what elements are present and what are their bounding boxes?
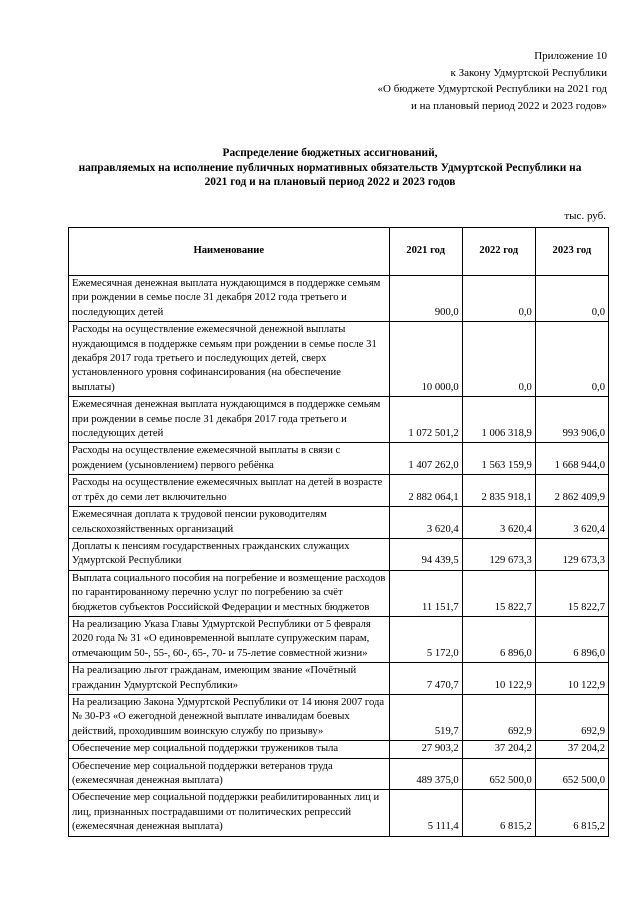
- row-value-2022: 6 896,0: [462, 616, 535, 662]
- row-name: На реализацию Указа Главы Удмуртской Республики от 5 февраля 2020 года № 31 «О единовременной выплате супружеским парам, отмечающим 50-, 55-, 60-, 65-, 70- и 75-летие совместной жизни»: [69, 616, 390, 662]
- row-value-2021: 11 151,7: [389, 570, 462, 616]
- row-value-2022: 692,9: [462, 694, 535, 740]
- row-value-2023: 37 204,2: [535, 741, 608, 758]
- row-name: Выплата социального пособия на погребение и возмещение расходов по гарантированному перечню услуг по погребению за счёт бюджетов субъектов Российской Федерации и местных бюджетов: [69, 570, 390, 616]
- appendix-header: [378, 48, 607, 114]
- header-name: Наименование: [69, 228, 390, 276]
- table-row: [69, 758, 609, 790]
- row-value-2022: 37 204,2: [462, 741, 535, 758]
- header-2023: 2023 год: [535, 228, 608, 276]
- row-value-2021: 5 172,0: [389, 616, 462, 662]
- table-row: [69, 397, 609, 443]
- row-value-2022: 1 563 159,9: [462, 443, 535, 475]
- table-row: [69, 741, 609, 758]
- row-value-2022: 2 835 918,1: [462, 475, 535, 507]
- table-row: [69, 443, 609, 475]
- table-row: [69, 538, 609, 570]
- row-name: Расходы на осуществление ежемесячной денежной выплаты нуждающимся в поддержке семьям при рождении в семье после 31 декабря 2017 года третьего и последующих детей, сверх установленного уровня софинансирования (на обеспечение выплаты): [69, 322, 390, 397]
- row-value-2023: 6 896,0: [535, 616, 608, 662]
- header-2022: 2022 год: [462, 228, 535, 276]
- row-name: Ежемесячная денежная выплата нуждающимся в поддержке семьям при рождении в семье после 31 декабря 2012 года третьего и последующих детей: [69, 276, 390, 322]
- row-value-2022: 1 006 318,9: [462, 397, 535, 443]
- table-row: [69, 570, 609, 616]
- row-value-2021: 1 072 501,2: [389, 397, 462, 443]
- row-value-2021: 489 375,0: [389, 758, 462, 790]
- row-value-2023: 0,0: [535, 322, 608, 397]
- table-row: [69, 663, 609, 695]
- table-body: [69, 276, 609, 837]
- row-value-2023: 129 673,3: [535, 538, 608, 570]
- document-title: [60, 146, 600, 190]
- row-value-2023: 15 822,7: [535, 570, 608, 616]
- row-value-2023: 993 906,0: [535, 397, 608, 443]
- row-value-2021: 519,7: [389, 694, 462, 740]
- table-row: [69, 694, 609, 740]
- row-value-2022: 10 122,9: [462, 663, 535, 695]
- row-name: Ежемесячная доплата к трудовой пенсии руководителям сельскохозяйственных организаций: [69, 507, 390, 539]
- row-name: Расходы на осуществление ежемесячных выплат на детей в возрасте от трёх до семи лет включительно: [69, 475, 390, 507]
- row-name: Расходы на осуществление ежемесячной выплаты в связи с рождением (усыновлением) первого ребёнка: [69, 443, 390, 475]
- units-label: тыс. руб.: [564, 210, 606, 222]
- row-value-2023: 6 815,2: [535, 790, 608, 836]
- row-name: Обеспечение мер социальной поддержки реабилитированных лиц и лиц, признанных пострадавшими от политических репрессий (ежемесячная денежная выплата): [69, 790, 390, 836]
- row-value-2021: 7 470,7: [389, 663, 462, 695]
- row-value-2021: 94 439,5: [389, 538, 462, 570]
- table-row: [69, 616, 609, 662]
- row-value-2021: 3 620,4: [389, 507, 462, 539]
- row-value-2021: 1 407 262,0: [389, 443, 462, 475]
- row-name: На реализацию льгот гражданам, имеющим звание «Почётный гражданин Удмуртской Республики»: [69, 663, 390, 695]
- row-value-2023: 0,0: [535, 276, 608, 322]
- row-value-2022: 0,0: [462, 322, 535, 397]
- row-value-2021: 5 111,4: [389, 790, 462, 836]
- row-value-2021: 900,0: [389, 276, 462, 322]
- row-value-2023: 3 620,4: [535, 507, 608, 539]
- row-value-2021: 27 903,2: [389, 741, 462, 758]
- row-name: Доплаты к пенсиям государственных гражданских служащих Удмуртской Республики: [69, 538, 390, 570]
- title-line: Распределение бюджетных ассигнований,: [222, 147, 438, 159]
- row-value-2022: 129 673,3: [462, 538, 535, 570]
- table-row: [69, 276, 609, 322]
- row-name: Обеспечение мер социальной поддержки ветеранов труда (ежемесячная денежная выплата): [69, 758, 390, 790]
- title-line: направляемых на исполнение публичных нормативных обязательств Удмуртской Республики на: [78, 161, 582, 174]
- table-row: [69, 475, 609, 507]
- table-row: [69, 790, 609, 836]
- row-name: На реализацию Закона Удмуртской Республики от 14 июня 2007 года № 30-РЗ «О ежегодной денежной выплате инвалидам боевых действий, проходившим воинскую службу по призыву»: [69, 694, 390, 740]
- row-value-2022: 3 620,4: [462, 507, 535, 539]
- row-value-2022: 652 500,0: [462, 758, 535, 790]
- row-value-2021: 10 000,0: [389, 322, 462, 397]
- table-header-row: [69, 228, 609, 276]
- row-value-2023: 2 862 409,9: [535, 475, 608, 507]
- row-value-2023: 652 500,0: [535, 758, 608, 790]
- row-value-2022: 0,0: [462, 276, 535, 322]
- row-value-2022: 15 822,7: [462, 570, 535, 616]
- title-line: 2021 год и на плановый период 2022 и 2023 годов: [204, 176, 456, 188]
- appendix-line: Приложение 10: [534, 50, 607, 62]
- budget-table: [68, 227, 609, 837]
- row-value-2023: 692,9: [535, 694, 608, 740]
- row-name: Ежемесячная денежная выплата нуждающимся в поддержке семьям при рождении в семье после 31 декабря 2017 года третьего и последующих детей: [69, 397, 390, 443]
- row-value-2023: 1 668 944,0: [535, 443, 608, 475]
- row-value-2022: 6 815,2: [462, 790, 535, 836]
- table-row: [69, 322, 609, 397]
- row-value-2023: 10 122,9: [535, 663, 608, 695]
- header-2021: 2021 год: [389, 228, 462, 276]
- appendix-line: «О бюджете Удмуртской Республики на 2021 год: [377, 83, 607, 95]
- row-value-2021: 2 882 064,1: [389, 475, 462, 507]
- row-name: Обеспечение мер социальной поддержки тружеников тыла: [69, 741, 390, 758]
- appendix-line: и на плановый период 2022 и 2023 годов»: [410, 99, 607, 112]
- table-row: [69, 507, 609, 539]
- appendix-line: к Закону Удмуртской Республики: [450, 66, 607, 79]
